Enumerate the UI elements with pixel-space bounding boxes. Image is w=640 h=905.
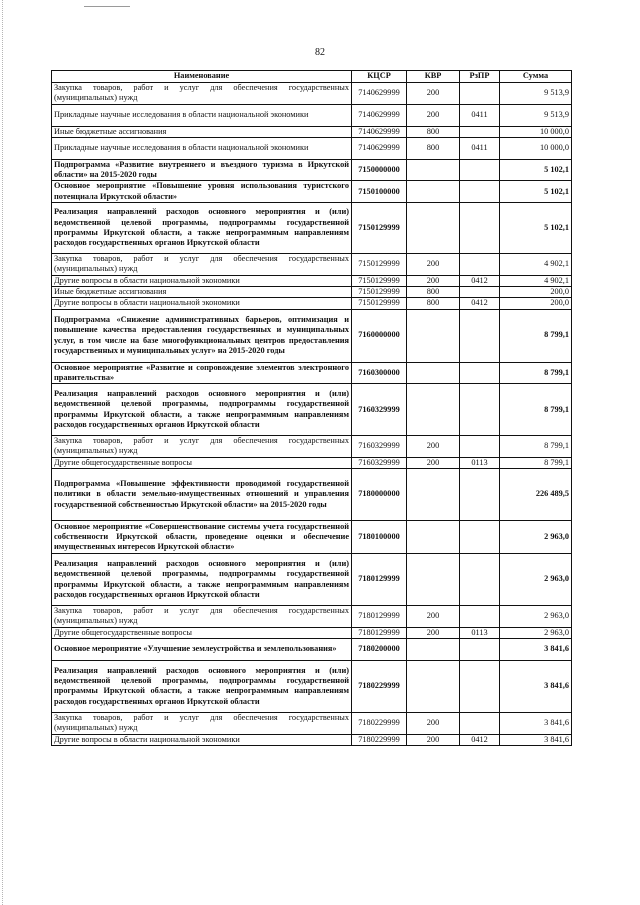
table-row — [52, 469, 572, 521]
row-kvr-cell: 800 — [407, 137, 460, 159]
row-rzpr-cell — [460, 469, 500, 521]
row-rzpr-cell: 0412 — [460, 298, 500, 309]
row-kvr-cell — [407, 362, 460, 384]
budget-table — [51, 70, 572, 746]
row-sum-cell: 9 513,9 — [500, 83, 572, 105]
row-rzpr-cell — [460, 126, 500, 137]
row-kvr-cell: 800 — [407, 298, 460, 309]
scan-mark — [84, 6, 130, 7]
table-row — [52, 83, 572, 105]
row-rzpr-cell: 0411 — [460, 104, 500, 126]
row-sum-cell: 4 902,1 — [500, 254, 572, 276]
row-kcsr-cell: 7160329999 — [352, 436, 407, 458]
table-row — [52, 660, 572, 712]
row-sum-cell: 226 489,5 — [500, 469, 572, 521]
row-name-cell: Другие общегосударственные вопросы — [52, 457, 352, 468]
row-name-cell: Основное мероприятие «Совершенствование системы учета государственной собственности Иркутской области, проведение оценки и обеспечение имущественных интересов Иркутской области» — [52, 521, 352, 554]
row-rzpr-cell — [460, 638, 500, 660]
row-rzpr-cell — [460, 159, 500, 181]
row-name-cell: Другие вопросы в области национальной экономики — [52, 275, 352, 286]
row-kvr-cell: 200 — [407, 275, 460, 286]
row-sum-cell: 8 799,1 — [500, 436, 572, 458]
scan-edge-dots — [2, 0, 4, 905]
row-name-cell: Закупка товаров, работ и услуг для обеспечения государственных (муниципальных) нужд — [52, 254, 352, 276]
row-name-cell: Реализация направлений расходов основного мероприятия и (или) ведомственной целевой программы, подпрограммы государственной программы Иркутской области, а также непрограммным направлениям расходов государственных органов Иркутской области — [52, 554, 352, 606]
row-kvr-cell — [407, 309, 460, 362]
row-kvr-cell: 200 — [407, 734, 460, 745]
row-name-cell: Реализация направлений расходов основного мероприятия и (или) ведомственной целевой программы, подпрограммы государственной программы Иркутской области, а также непрограммным направлениям расходов государственных органов Иркутской области — [52, 660, 352, 712]
row-kcsr-cell: 7150100000 — [352, 181, 407, 203]
header-rzpr: РзПР — [460, 71, 500, 83]
row-rzpr-cell — [460, 554, 500, 606]
table-row — [52, 104, 572, 126]
row-kvr-cell: 200 — [407, 436, 460, 458]
row-kcsr-cell: 7180129999 — [352, 606, 407, 628]
row-name-cell: Прикладные научные исследования в области национальной экономики — [52, 137, 352, 159]
table-row — [52, 362, 572, 384]
row-kvr-cell — [407, 181, 460, 203]
table-row — [52, 638, 572, 660]
row-rzpr-cell — [460, 712, 500, 734]
row-sum-cell: 3 841,6 — [500, 734, 572, 745]
row-rzpr-cell: 0412 — [460, 734, 500, 745]
row-name-cell: Основное мероприятие «Повышение уровня использования туристского потенциала Иркутской области» — [52, 181, 352, 203]
row-kcsr-cell: 7180229999 — [352, 712, 407, 734]
row-kvr-cell: 200 — [407, 83, 460, 105]
row-kcsr-cell: 7180100000 — [352, 521, 407, 554]
table-row — [52, 384, 572, 436]
table-row — [52, 137, 572, 159]
row-kcsr-cell: 7150129999 — [352, 298, 407, 309]
table-row — [52, 159, 572, 181]
row-kvr-cell: 200 — [407, 712, 460, 734]
row-name-cell: Подпрограмма «Повышение эффективности проводимой государственной политики в области земельно-имущественных отношений и управления государственной собственностью Иркутской области» на 2015-2020 годы — [52, 469, 352, 521]
row-rzpr-cell — [460, 660, 500, 712]
table-row — [52, 627, 572, 638]
row-kvr-cell: 200 — [407, 457, 460, 468]
row-rzpr-cell — [460, 309, 500, 362]
row-sum-cell: 4 902,1 — [500, 275, 572, 286]
table-row — [52, 554, 572, 606]
row-name-cell: Подпрограмма «Развитие внутреннего и въездного туризма в Иркутской области» на 2015-2020 годы — [52, 159, 352, 181]
row-rzpr-cell: 0411 — [460, 137, 500, 159]
row-sum-cell: 9 513,9 — [500, 104, 572, 126]
row-name-cell: Другие вопросы в области национальной экономики — [52, 734, 352, 745]
table-row — [52, 712, 572, 734]
row-sum-cell: 8 799,1 — [500, 309, 572, 362]
table-row — [52, 734, 572, 745]
table-row — [52, 436, 572, 458]
table-body — [52, 83, 572, 746]
row-sum-cell: 2 963,0 — [500, 606, 572, 628]
row-kvr-cell — [407, 159, 460, 181]
row-name-cell: Другие общегосударственные вопросы — [52, 627, 352, 638]
table-row — [52, 286, 572, 297]
row-kcsr-cell: 7140629999 — [352, 137, 407, 159]
row-sum-cell: 200,0 — [500, 298, 572, 309]
table-header-row — [52, 71, 572, 83]
row-kvr-cell — [407, 384, 460, 436]
row-name-cell: Иные бюджетные ассигнования — [52, 126, 352, 137]
row-kvr-cell — [407, 203, 460, 254]
row-kvr-cell: 200 — [407, 606, 460, 628]
row-kvr-cell: 800 — [407, 286, 460, 297]
row-name-cell: Закупка товаров, работ и услуг для обеспечения государственных (муниципальных) нужд — [52, 606, 352, 628]
row-rzpr-cell — [460, 203, 500, 254]
row-name-cell: Закупка товаров, работ и услуг для обеспечения государственных (муниципальных) нужд — [52, 83, 352, 105]
row-rzpr-cell — [460, 286, 500, 297]
row-name-cell: Основное мероприятие «Развитие и сопровождение элементов электронного правительства» — [52, 362, 352, 384]
row-sum-cell: 2 963,0 — [500, 554, 572, 606]
row-kcsr-cell: 7180200000 — [352, 638, 407, 660]
row-rzpr-cell — [460, 521, 500, 554]
row-kvr-cell — [407, 554, 460, 606]
table-row — [52, 309, 572, 362]
row-kcsr-cell: 7150129999 — [352, 203, 407, 254]
row-kcsr-cell: 7140629999 — [352, 126, 407, 137]
row-kvr-cell: 200 — [407, 254, 460, 276]
header-kvr: КВР — [407, 71, 460, 83]
table-row — [52, 606, 572, 628]
row-sum-cell: 3 841,6 — [500, 638, 572, 660]
row-name-cell: Закупка товаров, работ и услуг для обеспечения государственных (муниципальных) нужд — [52, 436, 352, 458]
table-row — [52, 457, 572, 468]
row-kcsr-cell: 7150000000 — [352, 159, 407, 181]
row-kcsr-cell: 7160329999 — [352, 384, 407, 436]
row-kvr-cell: 200 — [407, 627, 460, 638]
row-name-cell: Реализация направлений расходов основного мероприятия и (или) ведомственной целевой программы, подпрограммы государственной программы Иркутской области, а также непрограммным направлениям расходов государственных органов Иркутской области — [52, 203, 352, 254]
row-sum-cell: 5 102,1 — [500, 181, 572, 203]
table-row — [52, 203, 572, 254]
row-kcsr-cell: 7150129999 — [352, 275, 407, 286]
header-kcsr: КЦСР — [352, 71, 407, 83]
row-rzpr-cell — [460, 362, 500, 384]
row-kvr-cell: 800 — [407, 126, 460, 137]
row-kvr-cell: 200 — [407, 104, 460, 126]
row-rzpr-cell — [460, 83, 500, 105]
row-kcsr-cell: 7180229999 — [352, 734, 407, 745]
row-sum-cell: 10 000,0 — [500, 137, 572, 159]
table-row — [52, 521, 572, 554]
row-kcsr-cell: 7180129999 — [352, 554, 407, 606]
row-sum-cell: 3 841,6 — [500, 712, 572, 734]
row-kcsr-cell: 7160000000 — [352, 309, 407, 362]
table-row — [52, 126, 572, 137]
row-sum-cell: 10 000,0 — [500, 126, 572, 137]
row-name-cell: Иные бюджетные ассигнования — [52, 286, 352, 297]
row-sum-cell: 8 799,1 — [500, 457, 572, 468]
row-name-cell: Реализация направлений расходов основного мероприятия и (или) ведомственной целевой программы, подпрограммы государственной программы Иркутской области, а также непрограммным направлениям расходов государственных органов Иркутской области — [52, 384, 352, 436]
row-kcsr-cell: 7160300000 — [352, 362, 407, 384]
row-rzpr-cell — [460, 181, 500, 203]
row-name-cell: Другие вопросы в области национальной экономики — [52, 298, 352, 309]
row-sum-cell: 8 799,1 — [500, 362, 572, 384]
row-kcsr-cell: 7140629999 — [352, 104, 407, 126]
table-row — [52, 298, 572, 309]
page-number: 82 — [315, 47, 325, 58]
row-rzpr-cell: 0113 — [460, 457, 500, 468]
row-name-cell: Основное мероприятие «Улучшение землеустройства и землепользования» — [52, 638, 352, 660]
row-sum-cell: 2 963,0 — [500, 521, 572, 554]
table-row — [52, 181, 572, 203]
row-kvr-cell — [407, 469, 460, 521]
row-kcsr-cell: 7160329999 — [352, 457, 407, 468]
row-kcsr-cell: 7150129999 — [352, 286, 407, 297]
row-rzpr-cell — [460, 254, 500, 276]
row-kvr-cell — [407, 660, 460, 712]
header-sum: Сумма — [500, 71, 572, 83]
row-sum-cell: 5 102,1 — [500, 159, 572, 181]
row-sum-cell: 8 799,1 — [500, 384, 572, 436]
row-name-cell: Подпрограмма «Снижение административных барьеров, оптимизация и повышение качества предоставления государственных и муниципальных услуг, в том числе на базе многофункциональных центров предоставления государственных и муниципальных услуг» на 2015-2020 годы — [52, 309, 352, 362]
row-sum-cell: 2 963,0 — [500, 627, 572, 638]
row-sum-cell: 200,0 — [500, 286, 572, 297]
row-rzpr-cell: 0412 — [460, 275, 500, 286]
row-name-cell: Прикладные научные исследования в области национальной экономики — [52, 104, 352, 126]
row-kcsr-cell: 7180129999 — [352, 627, 407, 638]
row-rzpr-cell: 0113 — [460, 627, 500, 638]
row-kvr-cell — [407, 638, 460, 660]
row-kcsr-cell: 7180229999 — [352, 660, 407, 712]
header-name: Наименование — [52, 71, 352, 83]
row-name-cell: Закупка товаров, работ и услуг для обеспечения государственных (муниципальных) нужд — [52, 712, 352, 734]
row-rzpr-cell — [460, 436, 500, 458]
table-row — [52, 254, 572, 276]
row-rzpr-cell — [460, 384, 500, 436]
row-sum-cell: 3 841,6 — [500, 660, 572, 712]
row-kcsr-cell: 7180000000 — [352, 469, 407, 521]
row-kvr-cell — [407, 521, 460, 554]
row-sum-cell: 5 102,1 — [500, 203, 572, 254]
table-row — [52, 275, 572, 286]
row-kcsr-cell: 7150129999 — [352, 254, 407, 276]
row-kcsr-cell: 7140629999 — [352, 83, 407, 105]
row-rzpr-cell — [460, 606, 500, 628]
